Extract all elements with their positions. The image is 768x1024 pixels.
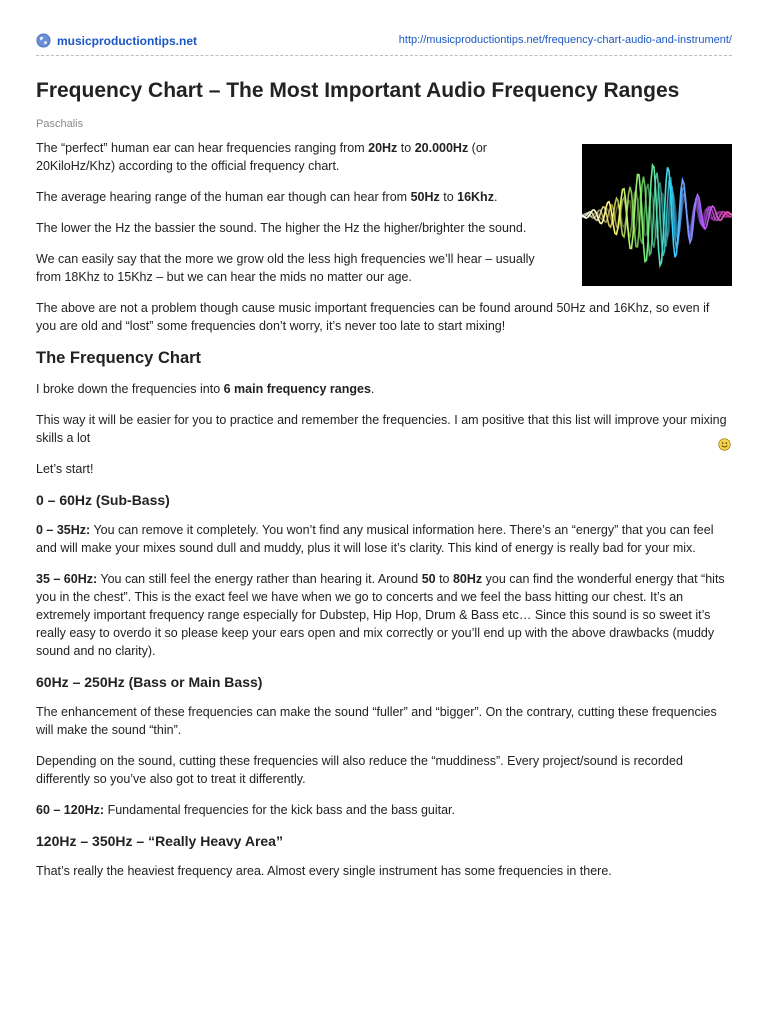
paragraph-not-a-problem: The above are not a problem though cause music important frequencies can be found around 50Hz and 16Khz, so even if you are old and “lost” some frequencies don’t worry, it’s never too late to start mixing! [36,301,710,333]
bold-text: 20.000Hz [414,141,469,155]
sound-wave-image [582,144,732,286]
paragraph-bass-treble: The lower the Hz the bassier the sound. The higher the Hz the higher/brighter the sound. [36,221,527,235]
text: The average hearing range of the human ear though can hear from [36,190,411,204]
paragraph-enhancement: The enhancement of these frequencies can make the sound “fuller” and “bigger”. On the contrary, cutting these frequencies will make the sound “thin”. [36,705,717,737]
bold-text: 50 [421,572,436,586]
bold-text: 35 – 60Hz: [36,572,98,586]
heading-sub-bass: 0 – 60Hz (Sub-Bass) [36,492,170,508]
paragraph-practice: This way it will be easier for you to practice and remember the frequencies. I am positive that this list will improve your mixing skills a lot [36,413,727,445]
text: You can still feel the energy rather than hearing it. Around [97,572,422,586]
paragraph-age: We can easily say that the more we grow old the less high frequencies we’ll hear – usually from 18Khz to 15Khz – but we can hear the mids no matter our age. [36,252,535,284]
paragraph-hearing-range [36,139,551,175]
paragraph-lets-start: Let’s start! [36,462,94,476]
paragraph-35-60hz [36,570,732,660]
author-name: Paschalis [36,118,84,130]
site-link[interactable] [36,33,197,48]
text: to [397,141,415,155]
paragraph-broke-down [36,380,732,398]
bold-text: 50Hz [410,190,440,204]
text: you can find the wonderful energy that “hits you in the chest”. This is the exact feel we have when we go to concerts and we feel the bass hitting our chest. It’s an extremely important frequency range especially for Dubstep, Hip Hop, Drum & Bass etc… Since this sound is so sweet it’s really easy to overdo it so please keep your ears open and mix correctly or you’ll end up with the above drawbacks (muddy sound and no clarity). [36,572,725,658]
text: You can remove it completely. You won’t find any musical information here. There’s an “energy” that you can feel and will make your mixes sound dull and muddy, plus it will lose it’s clarity. This kind of energy is really bad for your mix. [36,523,714,555]
paragraph-0-35hz [36,521,732,557]
bold-text: 16Khz [457,190,494,204]
text: (or 20KiloHz/Khz) according to the official frequency chart. [36,141,487,173]
paragraph-average-range [36,188,551,206]
bold-text: 60 – 120Hz: [36,803,105,817]
page-title: Frequency Chart – The Most Important Audio Frequency Ranges [36,79,680,102]
bold-text: 0 – 35Hz: [36,523,91,537]
article [36,76,732,893]
text: . [370,382,375,396]
text: to [435,572,453,586]
bold-text: 80Hz [452,572,483,586]
heading-main-bass: 60Hz – 250Hz (Bass or Main Bass) [36,674,263,690]
globe-icon [36,33,51,48]
site-name[interactable]: musicproductiontips.net [57,33,198,48]
intro-section [36,139,732,286]
paragraph-muddiness: Depending on the sound, cutting these frequencies will also reduce the “muddiness”. Every project/sound is recorded differently so you’ve also got to treat it differently. [36,754,683,786]
heading-heavy-area: 120Hz – 350Hz – “Really Heavy Area” [36,833,283,849]
heading-frequency-chart: The Frequency Chart [36,349,202,367]
text: Fundamental frequencies for the kick bass and the bass guitar. [104,803,456,817]
smiley-icon [718,438,731,451]
text: The “perfect” human ear can hear frequencies ranging from [36,141,369,155]
intro-text [36,139,551,286]
page-header [36,33,732,53]
text: to [439,190,458,204]
text: I broke down the frequencies into [36,382,224,396]
paragraph-heaviest: That’s really the heaviest frequency area. Almost every single instrument has some frequencies in there. [36,864,612,878]
header-divider [36,55,732,56]
paragraph-60-120hz [36,801,732,819]
page-url[interactable]: http://musicproductiontips.net/frequency-chart-audio-and-instrument/ [398,34,732,46]
text: . [493,190,498,204]
bold-text: 20Hz [368,141,398,155]
bold-text: 6 main frequency ranges [223,382,371,396]
